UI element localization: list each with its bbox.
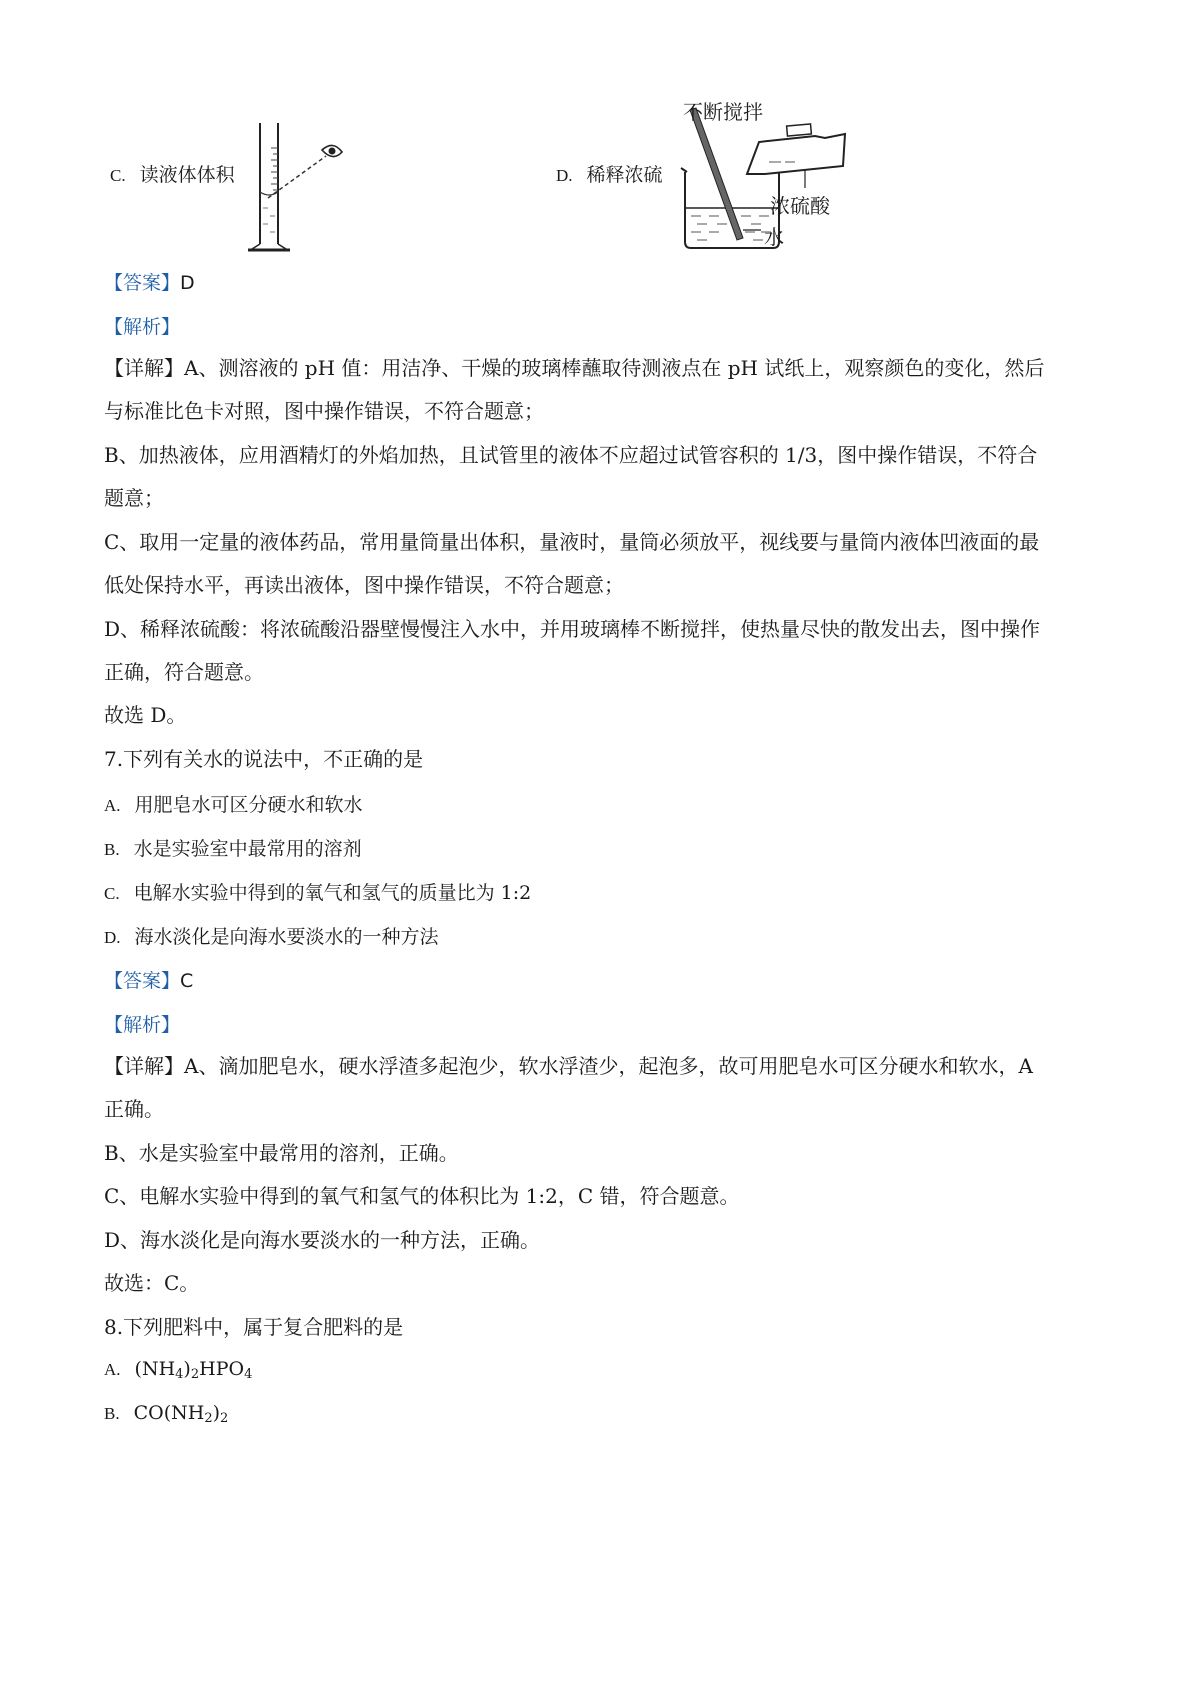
label-conc-acid: 浓硫酸	[770, 194, 830, 218]
option-letter: B.	[104, 840, 120, 859]
detail-line: C、取用一定量的液体药品，常用量筒量出体积，量液时，量筒必须放平，视线要与量筒内液体凹液面的最	[104, 530, 1040, 554]
option-letter: D.	[104, 928, 121, 947]
detail-line: D、稀释浓硫酸：将浓硫酸沿器壁慢慢注入水中，并用玻璃棒不断搅拌，使热量尽快的散发出去，图中操作	[104, 617, 1041, 641]
formula-part: (NH	[134, 1358, 176, 1380]
answer-tag: 【答案】	[104, 970, 181, 992]
answer-tag: 【答案】	[104, 272, 181, 294]
answer-value: D	[180, 272, 195, 294]
detail-line: 【详解】A、滴加肥皂水，硬水浮渣多起泡少，软水浮渣少，起泡多，故可用肥皂水可区分硬水和软水，A	[104, 1054, 1033, 1078]
label-water: 水	[764, 225, 784, 249]
analysis-tag: 【解析】	[104, 316, 181, 338]
answer-value: C	[180, 970, 194, 992]
detail-line: 正确。	[104, 1097, 164, 1121]
option-b	[104, 1402, 228, 1424]
option-text: 稀释浓硫	[586, 164, 663, 186]
option-d	[556, 160, 663, 187]
option-text: 水是实验室中最常用的溶剂	[133, 838, 362, 860]
formula-subscript: 2	[220, 1411, 229, 1426]
option-letter: B.	[104, 1404, 120, 1423]
option-c	[110, 160, 235, 187]
option-text: 读液体体积	[139, 164, 235, 186]
formula-subscript: 2	[190, 1367, 200, 1382]
formula-subscript: 4	[175, 1367, 184, 1382]
option-letter: A.	[104, 1360, 121, 1379]
option-b	[104, 834, 362, 861]
question-stem: 7.下列有关水的说法中，不正确的是	[104, 747, 424, 771]
detail-line: D、海水淡化是向海水要淡水的一种方法，正确。	[104, 1228, 541, 1252]
answer-line	[104, 966, 193, 993]
formula-part: HPO	[199, 1358, 245, 1380]
detail-line: B、加热液体，应用酒精灯的外焰加热，且试管里的液体不应超过试管容积的 1/3，图中操作错误，不符合	[104, 443, 1038, 467]
question-stem: 8.下列肥料中，属于复合肥料的是	[104, 1315, 404, 1339]
formula-subscript: 2	[204, 1411, 213, 1426]
option-text: 用肥皂水可区分硬水和软水	[134, 794, 363, 816]
analysis-tag: 【解析】	[104, 1014, 181, 1036]
option-text: 海水淡化是向海水要淡水的一种方法	[134, 926, 439, 948]
detail-line: 低处保持水平，再读出液体，图中操作错误，不符合题意；	[104, 573, 624, 597]
option-letter: D.	[556, 166, 573, 185]
option-letter: C.	[104, 884, 120, 903]
option-letter: C.	[110, 166, 126, 185]
detail-line: B、水是实验室中最常用的溶剂，正确。	[104, 1141, 459, 1165]
formula-part: )	[183, 1358, 191, 1380]
detail-line: 题意；	[104, 486, 164, 510]
option-a	[104, 790, 363, 817]
detail-line: 【详解】A、测溶液的 pH 值：用洁净、干燥的玻璃棒蘸取待测液点在 pH 试纸上，观察颜色的变化，然后	[104, 356, 1045, 380]
answer-line	[104, 268, 195, 295]
formula-part: )	[212, 1402, 221, 1424]
option-text: 电解水实验中得到的氧气和氢气的质量比为 1:2	[133, 882, 532, 904]
detail-line: 故选：C。	[104, 1271, 200, 1295]
formula-subscript: 4	[244, 1367, 253, 1382]
label-stir: 不断搅拌	[683, 100, 763, 124]
graduated-cylinder-figure	[238, 118, 378, 260]
option-c	[104, 878, 531, 905]
option-d	[104, 922, 439, 949]
option-letter: A.	[104, 796, 121, 815]
formula-part: CO(NH	[133, 1402, 205, 1424]
detail-line: 正确，符合题意。	[104, 660, 264, 684]
detail-line: C、电解水实验中得到的氧气和氢气的体积比为 1:2，C 错，符合题意。	[104, 1184, 740, 1208]
option-a	[104, 1358, 252, 1380]
detail-line: 与标准比色卡对照，图中操作错误，不符合题意；	[104, 399, 544, 423]
detail-line: 故选 D。	[104, 703, 187, 727]
